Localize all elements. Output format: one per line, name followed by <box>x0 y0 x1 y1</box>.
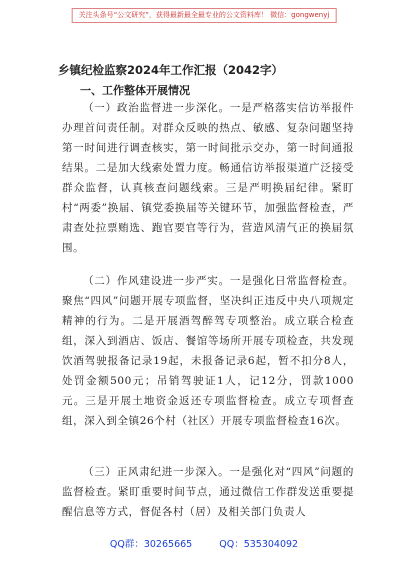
footer-contact <box>0 536 408 550</box>
footer-qq-group: QQ群：30265665 <box>109 539 193 550</box>
header-banner: 关注头条号“公文研究”，获得最新最全最专业的公文资料库！ 微信：gongwenyj <box>72 8 337 23</box>
paragraph-discipline: （三）正风肃纪进一步深入。一是强化对“四风”问题的监督检查。紧盯重要时间节点，通过微信工作群发送重要提醒信息等方式，督促各村（居）及相关部门负责人 <box>62 466 354 518</box>
section-heading: 一、工作整体开展情况 <box>80 84 190 97</box>
paragraph-work-style: （二）作风建设进一步严实。一是强化日常监督检查。聚焦“四风”问题开展专项监督，坚决纠正违反中央八项规定精神的行为。二是开展酒驾醉驾专项整治。成立联合检查组，深入到酒店、饭店、餐馆等场所开展专项检查，共发现饮酒驾驶报备记录19起，未报备记录6起，暂不扣分8人，处罚金额500元；吊销驾驶证1人，记12分，罚款1000元。三是开展土地资金返还专项监督检查。成立专项督查组，深入到全镇26个村（社区）开展专项监督检查16次。 <box>62 275 354 427</box>
footer-qq: QQ：535304092 <box>219 539 299 550</box>
paragraph-political-supervision: （一）政治监督进一步深化。一是严格落实信访举报件办理首问责任制。对群众反映的热点、敏感、复杂问题坚持第一时间进行调查核实，第一时间批示交办，第一时间通报结果。二是加大线索处置力度。畅通信访举报渠道广泛接受群众监督，认真核查问题线索。三是严明换届纪律。紧盯村“两委”换届、镇党委换届等关键环节，加强监督检查，严肃查处拉票贿选、跑官要官等行为，营造风清气正的换届氛围。 <box>62 102 354 254</box>
document-title: 乡镇纪检监察2024年工作汇报（2042字） <box>58 63 284 77</box>
